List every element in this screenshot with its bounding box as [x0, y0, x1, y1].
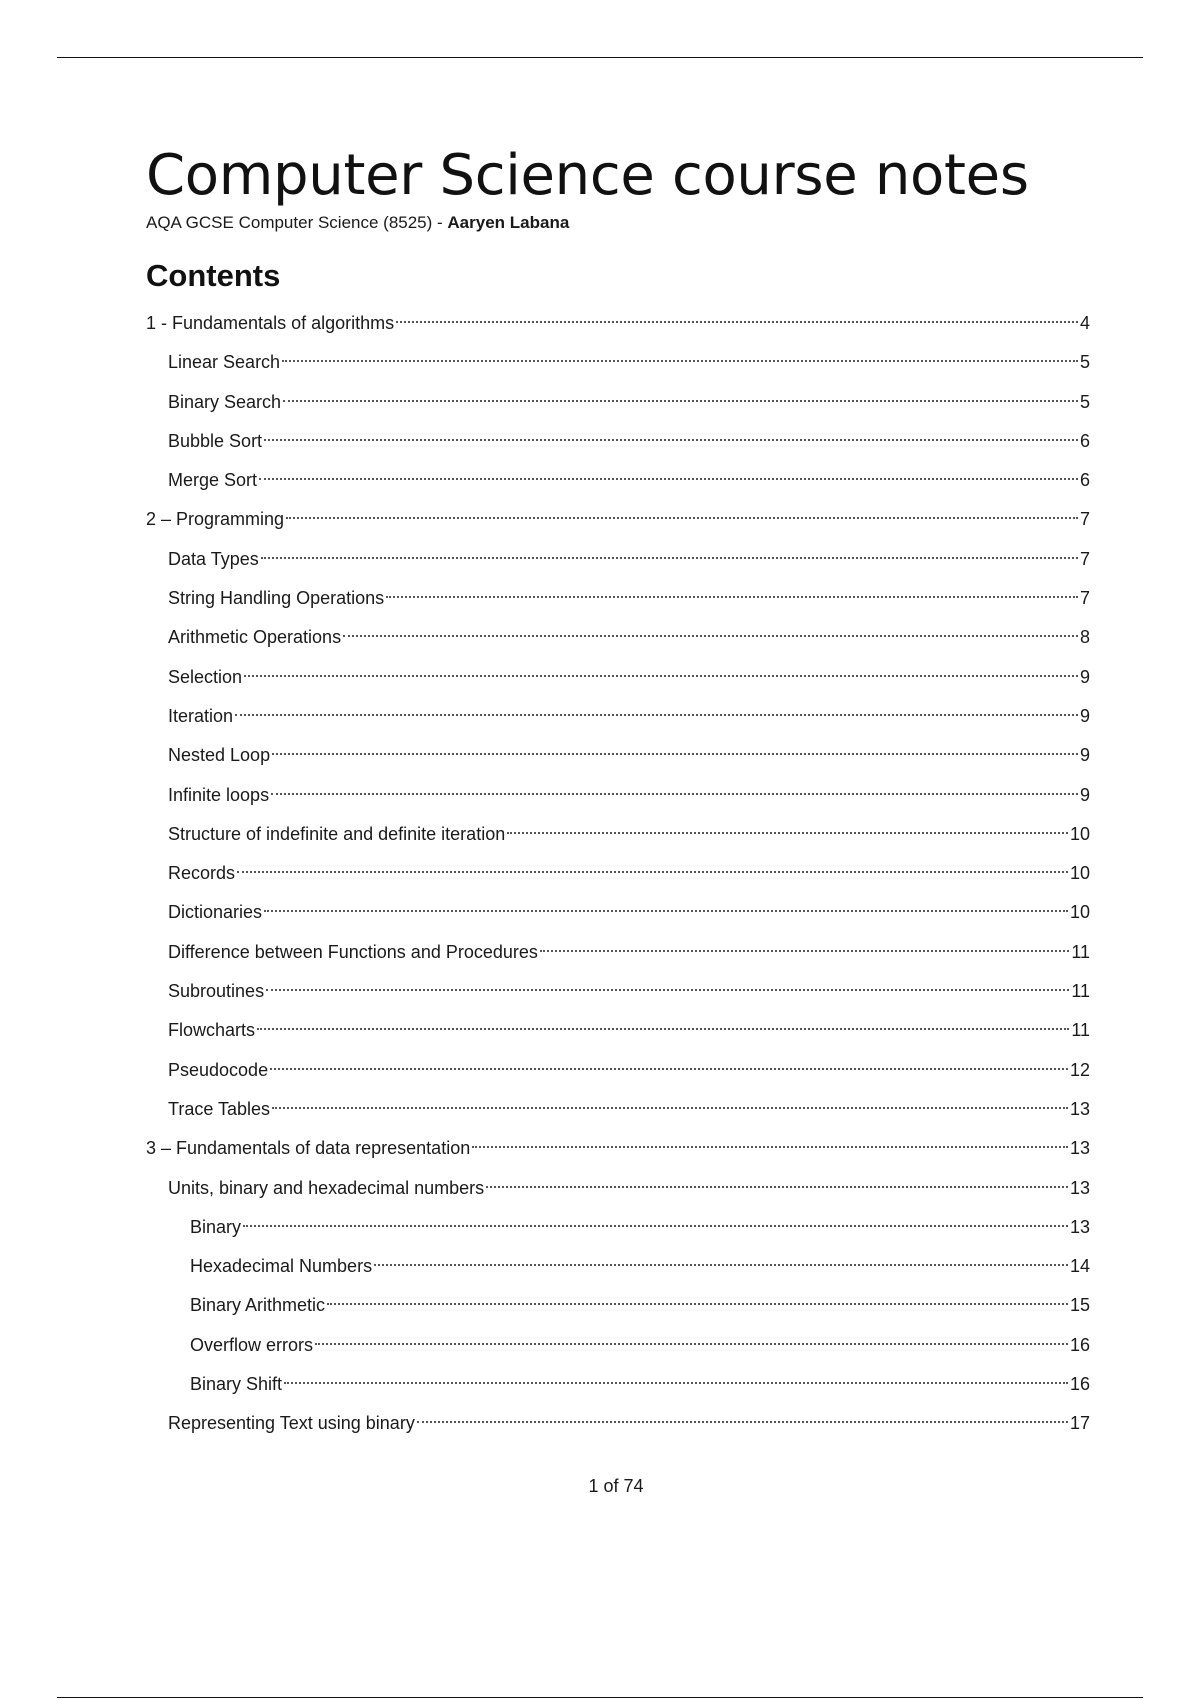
toc-entry-page-number: 9 [1079, 745, 1090, 766]
toc-entry-label: 3 – Fundamentals of data representation [146, 1138, 471, 1159]
toc-entry-label: Iteration [168, 705, 234, 726]
toc-entry-page-number: 8 [1079, 627, 1090, 648]
course-name: AQA GCSE Computer Science (8525) - [146, 213, 448, 232]
toc-entry-label: Flowcharts [168, 1020, 256, 1041]
toc-entry-label: Selection [168, 666, 243, 687]
toc-entry-page-number: 5 [1079, 352, 1090, 373]
toc-entry-label: Overflow errors [190, 1334, 314, 1355]
toc-entry-page-number: 4 [1079, 313, 1090, 333]
toc-entry-page-number: 10 [1069, 902, 1090, 923]
toc-entry-page-number: 13 [1069, 1216, 1090, 1237]
toc-entry-page-number: 11 [1071, 941, 1090, 962]
toc-entry-page-number: 11 [1071, 981, 1090, 1002]
toc-entry-page-number: 6 [1079, 430, 1090, 451]
toc-entry[interactable] [146, 461, 1090, 500]
dot-leader [243, 1225, 1068, 1227]
page-bottom-rule [57, 1697, 1143, 1698]
dot-leader [417, 1421, 1068, 1423]
toc-entry[interactable] [146, 343, 1090, 382]
dot-leader [237, 871, 1068, 873]
toc-entry[interactable] [146, 815, 1090, 854]
dot-leader [244, 675, 1078, 677]
contents-heading: Contents [146, 258, 281, 293]
toc-entry[interactable] [146, 933, 1090, 972]
author-name: Aaryen Labana [447, 213, 570, 232]
toc-entry-label: Nested Loop [168, 745, 271, 766]
toc-entry-label: 1 - Fundamentals of algorithms [146, 313, 395, 333]
dot-leader [284, 1382, 1068, 1384]
toc-entry-label: Trace Tables [168, 1098, 271, 1119]
dot-leader [257, 1028, 1069, 1030]
toc-entry-page-number: 12 [1069, 1059, 1090, 1080]
toc-entry-page-number: 17 [1069, 1413, 1090, 1434]
dot-leader [283, 400, 1078, 402]
toc-entry-page-number: 5 [1079, 391, 1090, 412]
toc-entry[interactable] [146, 422, 1090, 461]
toc-entry-page-number: 13 [1069, 1138, 1090, 1159]
dot-leader [343, 635, 1078, 637]
dot-leader [315, 1343, 1068, 1345]
toc-entry-page-number: 7 [1079, 548, 1090, 569]
dot-leader [286, 517, 1078, 519]
dot-leader [507, 832, 1068, 834]
toc-entry-label: Binary Search [168, 391, 282, 412]
toc-entry-page-number: 15 [1069, 1295, 1090, 1316]
toc-entry[interactable] [146, 304, 1090, 343]
toc-entry[interactable] [146, 1090, 1090, 1129]
dot-leader [235, 714, 1078, 716]
toc-entry[interactable] [146, 540, 1090, 579]
toc-entry-label: Arithmetic Operations [168, 627, 342, 648]
toc-entry[interactable] [146, 383, 1090, 422]
toc-entry-page-number: 13 [1069, 1177, 1090, 1198]
toc-entry[interactable] [146, 697, 1090, 736]
toc-entry[interactable] [146, 776, 1090, 815]
toc-entry[interactable] [146, 1208, 1090, 1247]
dot-leader [264, 910, 1068, 912]
dot-leader [259, 478, 1078, 480]
toc-entry-page-number: 13 [1069, 1098, 1090, 1119]
toc-entry-page-number: 7 [1079, 509, 1090, 530]
toc-entry[interactable] [146, 972, 1090, 1011]
toc-entry-label: Binary [190, 1216, 242, 1237]
table-of-contents [146, 304, 1090, 1444]
toc-entry-label: Records [168, 863, 236, 884]
toc-entry-label: Units, binary and hexadecimal numbers [168, 1177, 485, 1198]
toc-entry-label: Linear Search [168, 352, 281, 373]
dot-leader [271, 793, 1078, 795]
toc-entry-label: 2 – Programming [146, 509, 285, 530]
toc-entry-label: Merge Sort [168, 470, 258, 491]
toc-entry[interactable] [146, 854, 1090, 893]
toc-entry-label: Binary Arithmetic [190, 1295, 326, 1316]
dot-leader [266, 989, 1069, 991]
dot-leader [486, 1186, 1068, 1188]
toc-entry-label: Subroutines [168, 981, 265, 1002]
toc-entry-page-number: 6 [1079, 470, 1090, 491]
document-subtitle [146, 212, 1090, 234]
toc-entry-page-number: 10 [1069, 863, 1090, 884]
toc-entry[interactable] [146, 658, 1090, 697]
toc-entry[interactable] [146, 1286, 1090, 1325]
toc-entry-label: Structure of indefinite and definite iteration [168, 823, 506, 844]
document-body [146, 140, 1090, 1444]
toc-entry-page-number: 7 [1079, 588, 1090, 609]
dot-leader [264, 439, 1078, 441]
dot-leader [327, 1303, 1068, 1305]
toc-entry[interactable] [146, 1129, 1090, 1168]
toc-entry-label: Difference between Functions and Procedures [168, 941, 538, 962]
toc-entry-page-number: 14 [1069, 1256, 1090, 1277]
dot-leader [261, 557, 1078, 559]
dot-leader [374, 1264, 1068, 1266]
toc-entry-label: Binary Shift [190, 1374, 283, 1395]
toc-entry[interactable] [146, 1247, 1090, 1286]
toc-entry[interactable] [146, 500, 1090, 539]
toc-entry-label: Representing Text using binary [168, 1413, 415, 1434]
toc-entry-label: Dictionaries [168, 902, 263, 923]
toc-entry-label: Data Types [168, 548, 259, 569]
toc-entry-page-number: 9 [1079, 784, 1090, 805]
toc-entry-page-number: 10 [1069, 823, 1090, 844]
dot-leader [396, 321, 1078, 323]
toc-entry[interactable] [146, 893, 1090, 932]
toc-entry-label: Bubble Sort [168, 430, 263, 451]
toc-entry-label: String Handling Operations [168, 588, 385, 609]
dot-leader [472, 1146, 1068, 1148]
toc-entry-page-number: 16 [1069, 1374, 1090, 1395]
toc-entry[interactable] [146, 1365, 1090, 1404]
toc-entry[interactable] [146, 736, 1090, 775]
toc-entry[interactable] [146, 1169, 1090, 1208]
dot-leader [540, 950, 1069, 952]
dot-leader [282, 360, 1078, 362]
dot-leader [386, 596, 1078, 598]
toc-entry-page-number: 16 [1069, 1334, 1090, 1355]
toc-entry[interactable] [146, 579, 1090, 618]
toc-entry[interactable] [146, 1326, 1090, 1365]
dot-leader [272, 753, 1078, 755]
page-top-rule [57, 57, 1143, 58]
dot-leader [270, 1068, 1068, 1070]
toc-entry[interactable] [146, 1011, 1090, 1050]
toc-entry[interactable] [146, 1051, 1090, 1090]
toc-entry-label: Hexadecimal Numbers [190, 1256, 373, 1277]
document-title: Computer Science course notes [146, 143, 1029, 208]
toc-entry-label: Pseudocode [168, 1059, 269, 1080]
toc-entry-page-number: 11 [1071, 1020, 1090, 1041]
toc-entry-page-number: 9 [1079, 666, 1090, 687]
toc-entry[interactable] [146, 1404, 1090, 1443]
toc-entry[interactable] [146, 618, 1090, 657]
toc-entry-label: Infinite loops [168, 784, 270, 805]
dot-leader [272, 1107, 1068, 1109]
page-indicator: 1 of 74 [588, 1476, 644, 1496]
toc-entry-page-number: 9 [1079, 705, 1090, 726]
